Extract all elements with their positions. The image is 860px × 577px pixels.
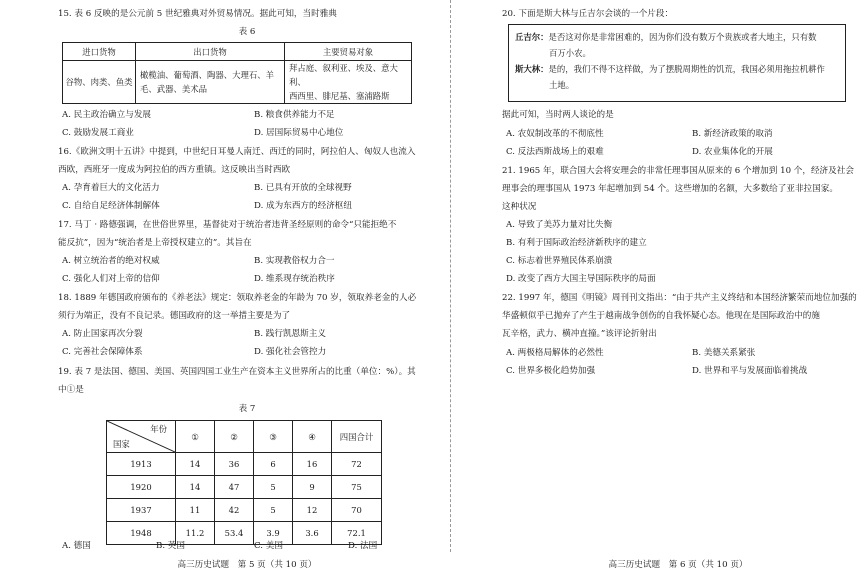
table-row (107, 522, 382, 545)
q16-stem-line: 西欧，西班牙一度成为阿拉伯的西方重镇。这反映出当时西欧 (58, 165, 291, 175)
table7-cell: 9 (293, 476, 332, 499)
table7-cell: 53.4 (215, 522, 254, 545)
table7-cell: 1913 (107, 453, 176, 476)
stalin-text: 是的，我们不得不这样做，为了摆脱周期性的饥荒，我国必须用拖拉机耕作 (548, 64, 825, 74)
q21-stem-line: 这种状况 (502, 202, 537, 212)
q15-stem: 15. 表 6 反映的是公元前 5 世纪雅典对外贸易情况。据此可知，当时雅典 (58, 9, 337, 19)
table7-caption: 表 7 (238, 404, 256, 414)
q20-option-a[interactable]: A. 农奴制改革的不彻底性 (506, 129, 604, 139)
table7-cell: 5 (254, 499, 293, 522)
table6-exports (136, 61, 285, 104)
dialogue-line: 土地。 (549, 80, 575, 90)
q21-option-b[interactable]: B. 有利于国际政治经济新秩序的建立 (506, 238, 647, 248)
q19-stem-line: 19. 表 7 是法国、德国、美国、英国四国工业生产在资本主义世界所占的比重（单位：%）。其 (58, 367, 416, 377)
q19-option-c[interactable]: C. 美国 (254, 541, 283, 551)
speaker-churchill: 丘吉尔： (515, 32, 549, 42)
q15-option-a[interactable]: A. 民主政治确立与发展 (62, 110, 152, 120)
q21-stem-line: 21. 1965 年，联合国大会将安理会的非常任理事国从原来的 6 个增加到 10 个，经济及社会 (502, 166, 854, 176)
table7-col-header: ④ (293, 421, 332, 453)
q16-stem-line: 16.《欧洲文明十五讲》中提到，中世纪日耳曼人南迁、西迁的同时，阿拉伯人、匈奴人也流入 (58, 147, 416, 157)
q17-option-c[interactable]: C. 强化人们对上帝的信仰 (62, 274, 160, 284)
page-footer: 高三历史试题 第 5 页（共 10 页） (177, 560, 317, 570)
table7-col-header: 四国合计 (332, 421, 382, 453)
q18-stem-line: 须行为端正，没有不良记录。德国政府的这一举措主要是为了 (58, 311, 291, 321)
q21-option-c[interactable]: C. 标志着世界殖民体系崩溃 (506, 256, 613, 266)
table7-cell: 6 (254, 453, 293, 476)
q18-option-d[interactable]: D. 强化社会管控力 (254, 347, 327, 357)
page-footer: 高三历史试题 第 6 页（共 10 页） (608, 560, 748, 570)
q16-option-a[interactable]: A. 孕育着巨大的文化活力 (62, 183, 160, 193)
table6-header: 进口货物 (63, 43, 136, 61)
dialogue-line: 百万小农。 (549, 48, 591, 58)
q15-option-d[interactable]: D. 居国际贸易中心地位 (254, 128, 344, 138)
table7-corner-cell (107, 421, 176, 453)
table-7 (106, 420, 382, 545)
table7-cell: 3.6 (293, 522, 332, 545)
q20-stem: 20. 下面是斯大林与丘吉尔会谈的一个片段： (502, 9, 674, 19)
table7-cell: 14 (176, 476, 215, 499)
table7-cell: 75 (332, 476, 382, 499)
table7-cell: 36 (215, 453, 254, 476)
q20-option-d[interactable]: D. 农业集体化的开展 (692, 147, 773, 157)
q22-stem-line: 22. 1997 年，德国《明镜》周刊刊文指出：“由于共产主义终结和本国经济繁荣而地位加强的 (502, 293, 857, 303)
table-row (107, 499, 382, 522)
table7-cell: 3.9 (254, 522, 293, 545)
left-page (58, 0, 436, 577)
table6-header: 主要贸易对象 (285, 43, 412, 61)
table7-cell: 72 (332, 453, 382, 476)
q21-option-d[interactable]: D. 改变了西方大国主导国际秩序的局面 (506, 274, 656, 284)
table7-cell: 11 (176, 499, 215, 522)
q19-stem-line: 中①是 (58, 385, 84, 395)
q20-option-c[interactable]: C. 反法西斯战场上的艰难 (506, 147, 604, 157)
table6-caption: 表 6 (238, 27, 256, 37)
table7-col-header: ③ (254, 421, 293, 453)
partners-line: 西西里、腓尼基、塞浦路斯 (289, 91, 390, 101)
table6-partners (285, 61, 412, 104)
q16-option-d[interactable]: D. 成为东西方的经济枢纽 (254, 201, 352, 211)
q19-option-b[interactable]: B. 英国 (156, 541, 185, 551)
q18-option-c[interactable]: C. 完善社会保障体系 (62, 347, 143, 357)
table7-cell: 1920 (107, 476, 176, 499)
table7-cell: 47 (215, 476, 254, 499)
q18-option-a[interactable]: A. 防止国家再次分裂 (62, 329, 143, 339)
q15-option-c[interactable]: C. 鼓励发展工商业 (62, 128, 134, 138)
dialogue-box (508, 24, 846, 102)
q19-option-d[interactable]: D. 法国 (348, 541, 378, 551)
right-page (502, 0, 857, 577)
q22-option-a[interactable]: A. 两极格局解体的必然性 (506, 348, 604, 358)
q21-stem-line: 理事会的理事国从 1973 年起增加到 54 个。这些增加的名额，大多数给了亚非拉国家。 (502, 184, 838, 194)
exports-line: 橄榄油、葡萄酒、陶器、大理石、羊 (140, 70, 274, 80)
q22-stem-line: 华盛顿似乎已抛弃了产生于越南战争创伤的自我怀疑心态。他现在是国际政治中的施 (502, 311, 820, 321)
table7-cell: 42 (215, 499, 254, 522)
q16-option-b[interactable]: B. 已具有开放的全球视野 (254, 183, 352, 193)
q17-option-d[interactable]: D. 维系现存统治秩序 (254, 274, 335, 284)
q17-option-a[interactable]: A. 树立统治者的绝对权威 (62, 256, 160, 266)
table7-col-header: ② (215, 421, 254, 453)
q17-stem-line: 能反抗”，因为“统治者是上帝授权建立的”。其旨在 (58, 238, 252, 248)
q19-option-a[interactable]: A. 德国 (62, 541, 91, 551)
table7-cell: 70 (332, 499, 382, 522)
table-row (107, 453, 382, 476)
table7-cell: 14 (176, 453, 215, 476)
partners-line: 拜占庭、叙利亚、埃及、意大利、 (289, 63, 398, 87)
corner-year-label: 年份 (150, 424, 167, 434)
q17-stem-line: 17. 马丁 · 路德强调，在世俗世界里，基督徒对于统治者违背圣经原则的命令“只能拒绝不 (58, 220, 397, 230)
table7-cell: 16 (293, 453, 332, 476)
table-row (107, 476, 382, 499)
table7-cell: 1948 (107, 522, 176, 545)
q22-option-c[interactable]: C. 世界多极化趋势加强 (506, 366, 596, 376)
q17-option-b[interactable]: B. 实现教俗权力合一 (254, 256, 335, 266)
q18-option-b[interactable]: B. 践行凯恩斯主义 (254, 329, 326, 339)
table7-cell: 5 (254, 476, 293, 499)
speaker-stalin: 斯大林： (515, 64, 549, 74)
dialogue-line (515, 29, 839, 45)
table6-imports: 谷物、肉类、鱼类 (63, 61, 136, 104)
dialogue-line (515, 61, 839, 77)
q21-option-a[interactable]: A. 导致了美苏力量对比失衡 (506, 220, 613, 230)
q16-option-c[interactable]: C. 自给自足经济体制解体 (62, 201, 160, 211)
table7-col-header: ① (176, 421, 215, 453)
table-6 (62, 42, 412, 104)
table7-cell: 12 (293, 499, 332, 522)
table7-cell: 72.1 (332, 522, 382, 545)
churchill-text: 是否这对你是非常困难的，因为你们没有数万个贵族或者大地主，只有数 (548, 32, 817, 42)
q18-stem-line: 18. 1889 年德国政府颁布的《养老法》规定：领取养老金的年龄为 70 岁，领取养老金的人必 (58, 293, 417, 303)
q22-stem-line: 瓦辛格，武力、横冲直撞。”该评论折射出 (502, 329, 657, 339)
q22-option-b[interactable]: B. 美德关系紧张 (692, 348, 756, 358)
q15-option-b[interactable]: B. 粮食供养能力不足 (254, 110, 335, 120)
corner-country-label: 国家 (113, 439, 130, 449)
table6-header: 出口货物 (136, 43, 285, 61)
table7-cell: 1937 (107, 499, 176, 522)
q20-question: 据此可知，当时两人谈论的是 (502, 110, 614, 120)
page-divider (450, 0, 451, 552)
table7-cell: 11.2 (176, 522, 215, 545)
q22-option-d[interactable]: D. 世界和平与发展面临着挑战 (692, 366, 808, 376)
q20-option-b[interactable]: B. 新经济政策的取消 (692, 129, 773, 139)
exports-line: 毛、武器、美术品 (140, 84, 207, 94)
